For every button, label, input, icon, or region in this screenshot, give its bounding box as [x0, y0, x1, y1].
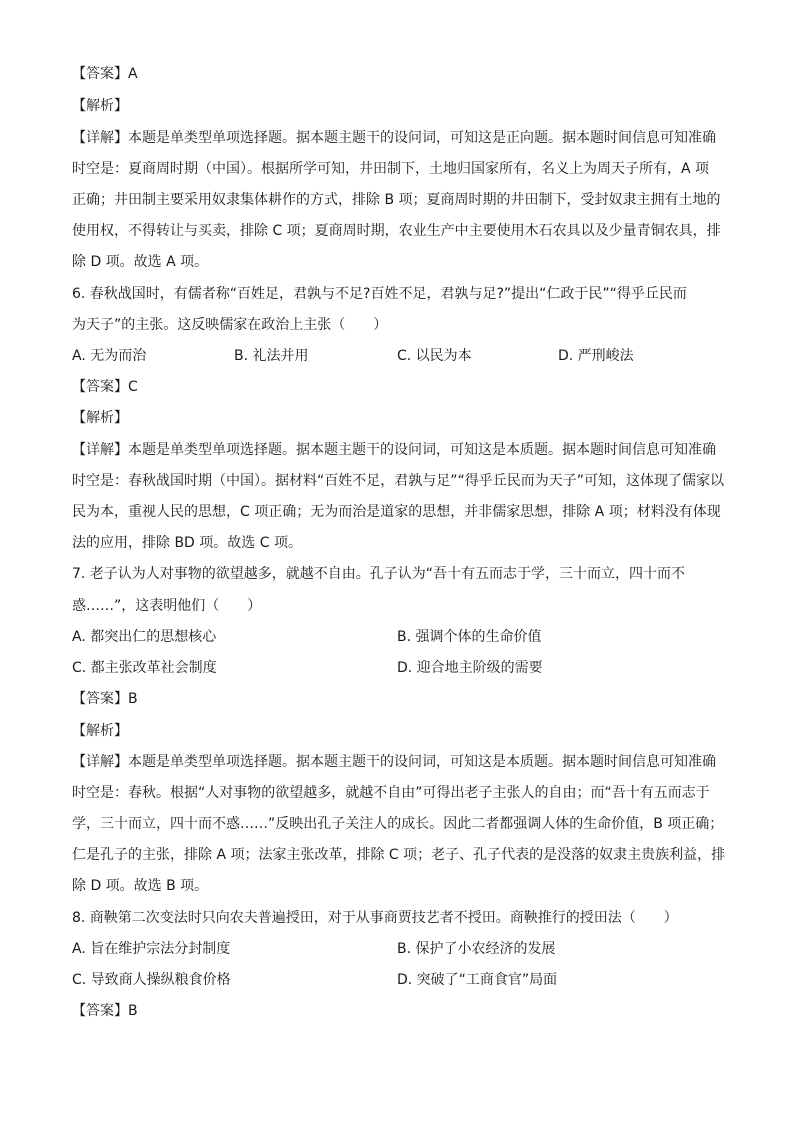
detail-text: 本题是单类型单项选择题。据本题主题干的设问词，可知这是本质题。据本题时间信息可知准确 [128, 442, 716, 458]
q6-option-c: C. 以民为本 [397, 348, 472, 364]
detail-label: 【详解】 [72, 754, 128, 770]
q5-analysis-label: 【解析】 [72, 98, 128, 114]
q8-option-a: A. 旨在维护宗法分封制度 [72, 941, 231, 957]
q7-stem-line-2: 惑……”，这表明他们（ ） [72, 598, 262, 614]
q6-detail-line-4: 法的应用，排除 BD 项。故选 C 项。 [72, 535, 302, 551]
answer-value: A [128, 66, 138, 82]
q8-option-d: D. 突破了“工商食官”局面 [397, 972, 558, 988]
q5-detail-line-1 [72, 128, 724, 148]
q7-detail-line-2: 时空是：春秋。根据“人对事物的欲望越多，就越不自由”可得出老子主张人的自由；而“吾十有五而志于 [72, 785, 710, 801]
detail-label: 【详解】 [72, 130, 128, 146]
q7-option-a: A. 都突出仁的思想核心 [72, 629, 217, 645]
q8-answer [72, 1001, 724, 1021]
q7-detail-line-1 [72, 752, 724, 772]
q6-detail-line-2: 时空是：春秋战国时期（中国）。据材料“百姓不足，君孰与足”“得乎丘民而为天子”可知，这体现了儒家以 [72, 473, 725, 489]
q7-stem-line-1: 7. 老子认为人对事物的欲望越多，就越不自由。孔子认为“吾十有五而志于学，三十而立，四十而不 [72, 566, 686, 582]
q5-detail-line-3: 正确；井田制主要采用奴隶集体耕作的方式，排除 B 项；夏商周时期的井田制下，受封奴隶主拥有土地的 [72, 192, 721, 208]
q7-option-c: C. 都主张改革社会制度 [72, 660, 217, 676]
detail-label: 【详解】 [72, 442, 128, 458]
q6-detail-line-3: 民为本，重视人民的思想，C 项正确；无为而治是道家的思想，并非儒家思想，排除 A 项；材料没有体现 [72, 504, 721, 520]
q7-option-d: D. 迎合地主阶级的需要 [397, 660, 543, 676]
answer-value: B [128, 1003, 138, 1019]
answer-label: 【答案】 [72, 379, 128, 395]
answer-label: 【答案】 [72, 66, 128, 82]
q7-detail-line-5: 除 D 项。故选 B 项。 [72, 878, 209, 894]
q7-detail-line-3: 学，三十而立，四十而不惑……”反映出孔子关注人的成长。因此二者都强调人体的生命价值，B 项正确； [72, 816, 724, 832]
q7-analysis-label: 【解析】 [72, 723, 128, 739]
q6-option-a: A. 无为而治 [72, 348, 147, 364]
q5-detail-line-4: 使用权，不得转让与买卖，排除 C 项；夏商周时期，农业生产中主要使用木石农具以及少量青铜农具，排 [72, 223, 721, 239]
answer-value: C [128, 379, 138, 395]
q8-stem-line-1: 8. 商鞅第二次变法时只向农夫普遍授田，对于从事商贾技艺者不授田。商鞅推行的授田法（ ） [72, 910, 678, 926]
q6-stem-line-2: 为天子”的主张。这反映儒家在政治上主张（ ） [72, 317, 388, 333]
q7-detail-line-4: 仁是孔子的主张，排除 A 项；法家主张改革，排除 C 项；老子、孔子代表的是没落的奴隶主贵族利益，排 [72, 847, 726, 863]
q6-option-d: D. 严刑峻法 [558, 348, 634, 364]
q7-option-b: B. 强调个体的生命价值 [397, 629, 542, 645]
answer-value: B [128, 691, 138, 707]
detail-text: 本题是单类型单项选择题。据本题主题干的设问词，可知这是正向题。据本题时间信息可知准确 [128, 130, 716, 146]
q5-detail-line-2: 时空是：夏商周时期（中国）。根据所学可知，井田制下，土地归国家所有，名义上为周天子所有，A 项 [72, 161, 710, 177]
q6-option-b: B. 礼法并用 [234, 348, 309, 364]
detail-text: 本题是单类型单项选择题。据本题主题干的设问词，可知这是本质题。据本题时间信息可知准确 [128, 754, 716, 770]
q8-option-b: B. 保护了小农经济的发展 [397, 941, 556, 957]
q6-detail-line-1 [72, 440, 724, 460]
q6-stem-line-1: 6. 春秋战国时，有儒者称“百姓足，君孰与不足?百姓不足，君孰与足?”提出“仁政于民”“得乎丘民而 [72, 286, 687, 302]
answer-label: 【答案】 [72, 691, 128, 707]
q7-answer [72, 689, 724, 709]
q6-answer [72, 377, 724, 397]
q6-analysis-label: 【解析】 [72, 410, 128, 426]
q8-option-c: C. 导致商人操纵粮食价格 [72, 972, 231, 988]
q5-answer [72, 64, 724, 84]
answer-label: 【答案】 [72, 1003, 128, 1019]
q5-detail-line-5: 除 D 项。故选 A 项。 [72, 254, 209, 270]
